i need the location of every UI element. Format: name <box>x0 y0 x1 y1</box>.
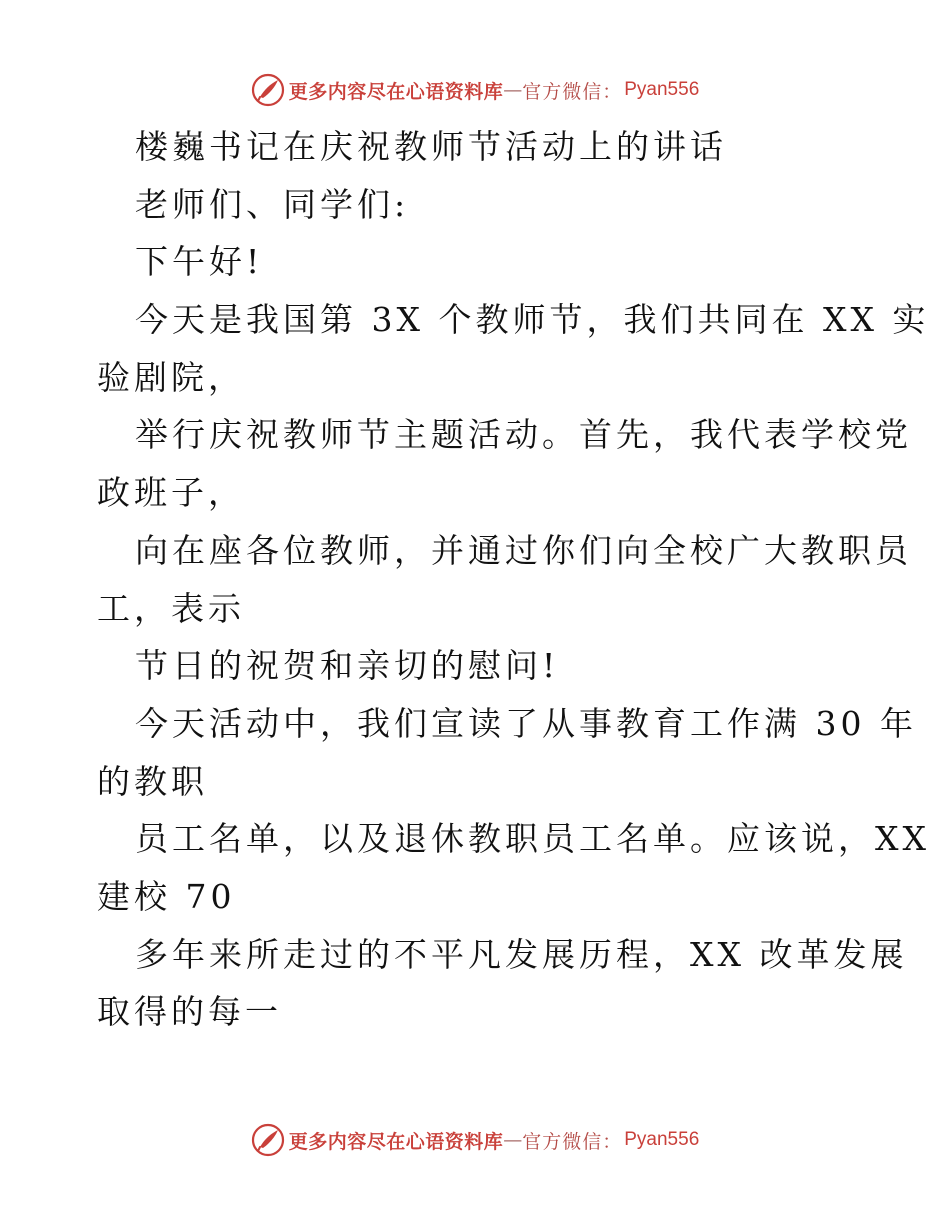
watermark-separator: — <box>503 1129 523 1151</box>
watermark-separator: — <box>503 79 523 101</box>
footer-watermark <box>0 1120 950 1160</box>
header-watermark <box>0 70 950 110</box>
watermark-wechat-label: 官方微信： <box>522 80 623 103</box>
document-title: 楼巍书记在庆祝教师节活动上的讲话 <box>135 127 727 166</box>
watermark-wechat-id: Pyan556 <box>624 1129 700 1150</box>
paragraph-line: 向在座各位教师，并通过你们向全校广大教职员 <box>135 530 912 570</box>
paragraph-line: 下午好! <box>135 242 264 282</box>
paragraph-line: 验剧院， <box>97 357 245 397</box>
watermark-text: 更多内容尽在心语资料库 <box>288 1130 504 1153</box>
document-body <box>97 118 930 1041</box>
paragraph-line: 多年来所走过的不平凡发展历程，XX 改革发展 <box>135 934 908 974</box>
paragraph-line: 节日的祝贺和亲切的慰问! <box>135 646 560 686</box>
paragraph-line: 今天活动中，我们宣读了从事教育工作满 30 年 <box>135 703 917 743</box>
paragraph-line: 取得的每一 <box>97 992 282 1032</box>
watermark-wechat-id: Pyan556 <box>624 79 700 100</box>
paragraph-line: 今天是我国第 3X 个教师节，我们共同在 XX 实 <box>135 300 930 340</box>
watermark-wechat-label: 官方微信： <box>522 1130 623 1153</box>
quill-seal-icon <box>251 1123 285 1157</box>
watermark-text: 更多内容尽在心语资料库 <box>288 80 504 103</box>
paragraph-line: 举行庆祝教师节主题活动。首先，我代表学校党 <box>135 415 912 455</box>
paragraph-line: 的教职 <box>97 761 208 801</box>
paragraph-line: 员工名单，以及退休教职员工名单。应该说，XX <box>135 819 930 859</box>
quill-seal-icon <box>251 73 285 107</box>
paragraph-line: 老师们、同学们: <box>135 184 410 224</box>
paragraph-line: 工，表示 <box>97 588 245 628</box>
paragraph-line: 建校 70 <box>97 876 236 916</box>
paragraph-line: 政班子， <box>97 473 245 513</box>
